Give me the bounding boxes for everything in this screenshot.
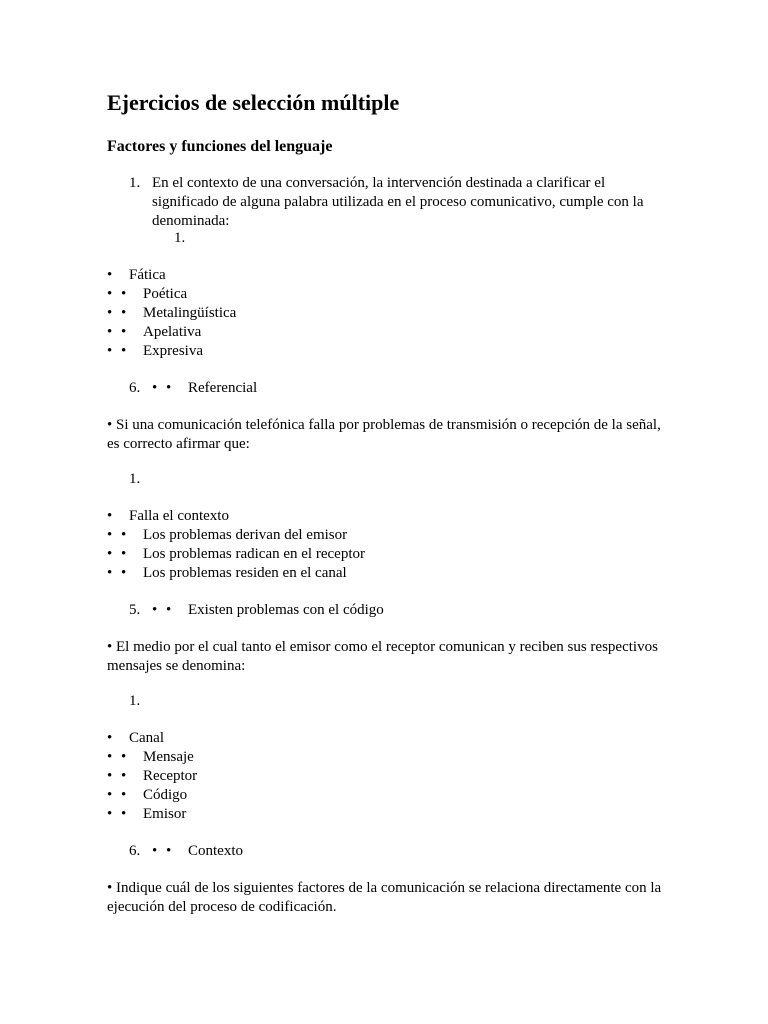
bullet-icon: • xyxy=(152,843,158,859)
option-label: Contexto xyxy=(188,843,243,859)
bullet-icon: • xyxy=(107,305,113,321)
bullet-icon: • xyxy=(107,527,113,543)
option-label: Fática xyxy=(129,267,166,283)
bullet-icon: • xyxy=(121,768,127,784)
bullet-icon: • xyxy=(152,380,158,396)
bullet-icon: • xyxy=(166,602,172,618)
option-label: Los problemas derivan del emisor xyxy=(143,527,348,543)
bullet-icon: • xyxy=(121,527,127,543)
option-number: 6. xyxy=(129,843,141,859)
question-3-sub-number: 1. xyxy=(129,693,141,709)
option-label: Falla el contexto xyxy=(129,508,229,524)
option-label: Referencial xyxy=(188,380,258,396)
bullet-icon: • xyxy=(107,639,113,655)
option-label: Emisor xyxy=(143,806,187,822)
option-label: Poética xyxy=(143,286,188,302)
question-1-sub-number: 1. xyxy=(174,230,186,246)
option-label: Canal xyxy=(129,730,164,746)
bullet-icon: • xyxy=(121,286,127,302)
question-1-text: En el contexto de una conversación, la intervención destinada a clarificar el significado de alguna palabra utilizada en el proceso comunicativo, cumple con la denominada: xyxy=(152,175,644,229)
bullet-icon: • xyxy=(107,880,113,896)
bullet-icon: • xyxy=(107,267,113,283)
question-4-text: Indique cuál de los siguientes factores de la comunicación se relaciona directamente con la ejecución del proceso de codificación. xyxy=(107,880,662,915)
bullet-icon: • xyxy=(166,843,172,859)
option-label: Código xyxy=(143,787,188,803)
bullet-icon: • xyxy=(121,546,127,562)
bullet-icon: • xyxy=(121,343,127,359)
question-3-text: El medio por el cual tanto el emisor como el receptor comunican y reciben sus respectivos mensajes se denomina: xyxy=(107,639,658,674)
option-label: Mensaje xyxy=(143,749,194,765)
question-2 xyxy=(107,416,667,454)
bullet-icon: • xyxy=(121,806,127,822)
bullet-icon: • xyxy=(107,768,113,784)
option-label: Los problemas radican en el receptor xyxy=(143,546,365,562)
bullet-icon: • xyxy=(107,324,113,340)
bullet-icon: • xyxy=(121,565,127,581)
bullet-icon: • xyxy=(107,286,113,302)
option-number: 6. xyxy=(129,380,141,396)
bullet-icon: • xyxy=(166,380,172,396)
bullet-icon: • xyxy=(121,749,127,765)
bullet-icon: • xyxy=(107,787,113,803)
question-2-sub-number: 1. xyxy=(129,471,141,487)
option-label: Los problemas residen en el canal xyxy=(143,565,347,581)
bullet-icon: • xyxy=(107,343,113,359)
bullet-icon: • xyxy=(107,806,113,822)
option-label: Metalingüística xyxy=(143,305,237,321)
question-2-text: Si una comunicación telefónica falla por problemas de transmisión o recepción de la señal, es correcto afirmar que: xyxy=(107,417,661,452)
bullet-icon: • xyxy=(121,787,127,803)
bullet-icon: • xyxy=(121,324,127,340)
bullet-icon: • xyxy=(107,565,113,581)
bullet-icon: • xyxy=(107,730,113,746)
page-title: Ejercicios de selección múltiple xyxy=(107,90,400,115)
option-label: Apelativa xyxy=(143,324,202,340)
question-1-number: 1. xyxy=(129,175,141,191)
bullet-icon: • xyxy=(152,602,158,618)
bullet-icon: • xyxy=(107,417,113,433)
option-label: Receptor xyxy=(143,768,198,784)
section-subtitle: Factores y funciones del lenguaje xyxy=(107,138,333,155)
bullet-icon: • xyxy=(107,508,113,524)
bullet-icon: • xyxy=(121,305,127,321)
bullet-icon: • xyxy=(107,749,113,765)
option-label: Expresiva xyxy=(143,343,203,359)
bullet-icon: • xyxy=(107,546,113,562)
question-3 xyxy=(107,638,667,676)
option-label: Existen problemas con el código xyxy=(188,602,384,618)
option-number: 5. xyxy=(129,602,141,618)
question-4 xyxy=(107,879,667,917)
